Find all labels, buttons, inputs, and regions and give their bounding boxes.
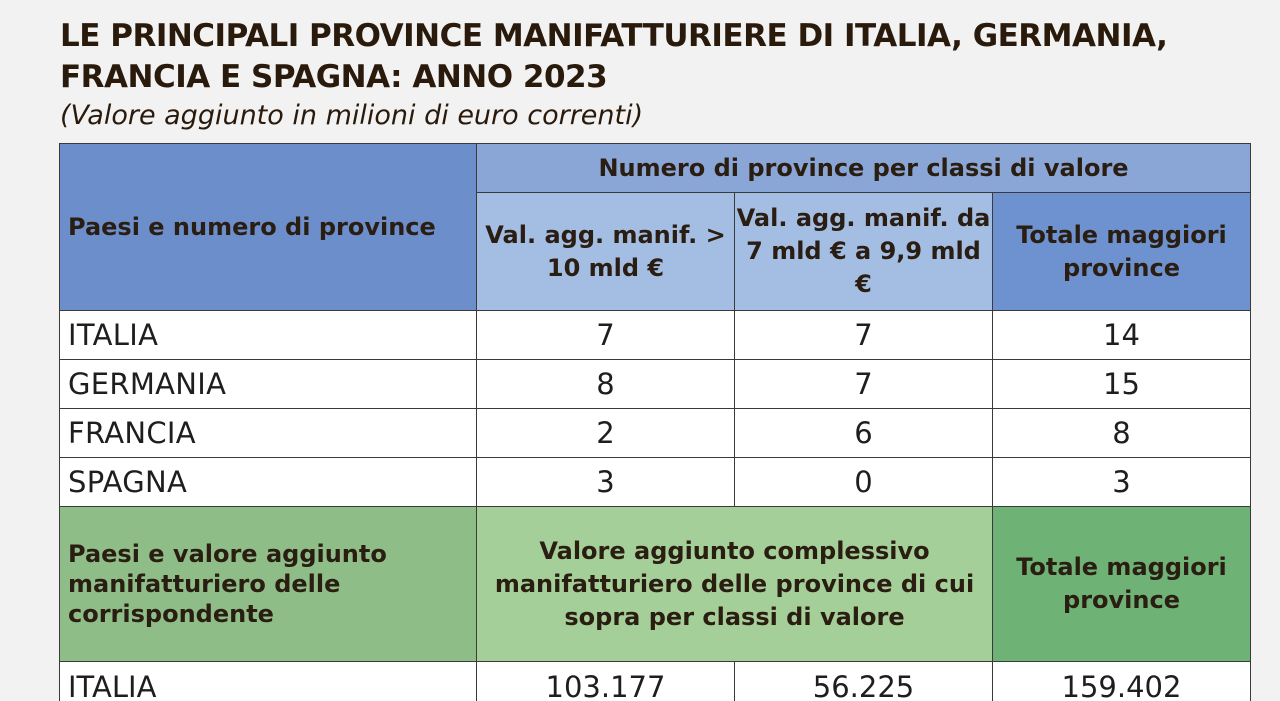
cell-value: 7: [735, 311, 993, 360]
cell-value: 15: [993, 360, 1251, 409]
table2-col-header-total: Totale maggiori province: [993, 507, 1251, 662]
table-row: [60, 662, 1251, 701]
page-subtitle: (Valore aggiunto in milioni di euro correnti): [60, 100, 644, 131]
provinces-table: [59, 143, 1251, 701]
table-row: [60, 311, 1251, 360]
row-country: SPAGNA: [60, 458, 477, 507]
cell-value: 2: [477, 409, 735, 458]
table2-group-header: Valore aggiunto complessivo manifatturiero delle province di cui sopra per classi di valore: [477, 507, 993, 662]
table-row: [60, 360, 1251, 409]
cell-value: 3: [477, 458, 735, 507]
table2-corner-header: Paesi e valore aggiunto manifatturiero delle corrispondente: [60, 507, 477, 662]
table1-group-header: Numero di province per classi di valore: [477, 144, 1251, 193]
cell-value: 8: [993, 409, 1251, 458]
table1-col-header-total: Totale maggiori province: [993, 193, 1251, 311]
cell-value: 56.225: [735, 662, 993, 701]
cell-value: 0: [735, 458, 993, 507]
cell-value: 7: [477, 311, 735, 360]
cell-value: 6: [735, 409, 993, 458]
cell-value: 7: [735, 360, 993, 409]
cell-value: 3: [993, 458, 1251, 507]
cell-value: 159.402: [993, 662, 1251, 701]
table1-corner-header: Paesi e numero di province: [60, 144, 477, 311]
table1-col-header-over-10: Val. agg. manif. > 10 mld €: [477, 193, 735, 311]
row-country: FRANCIA: [60, 409, 477, 458]
cell-value: 8: [477, 360, 735, 409]
table-row: [60, 458, 1251, 507]
row-country: GERMANIA: [60, 360, 477, 409]
page-title: LE PRINCIPALI PROVINCE MANIFATTURIERE DI ITALIA, GERMANIA, FRANCIA E SPAGNA: ANNO 2023: [60, 18, 1168, 95]
cell-value: 103.177: [477, 662, 735, 701]
row-country: ITALIA: [60, 662, 477, 701]
table-row: [60, 409, 1251, 458]
row-country: ITALIA: [60, 311, 477, 360]
table1-col-header-7-to-9: Val. agg. manif. da 7 mld € a 9,9 mld €: [735, 193, 993, 311]
cell-value: 14: [993, 311, 1251, 360]
